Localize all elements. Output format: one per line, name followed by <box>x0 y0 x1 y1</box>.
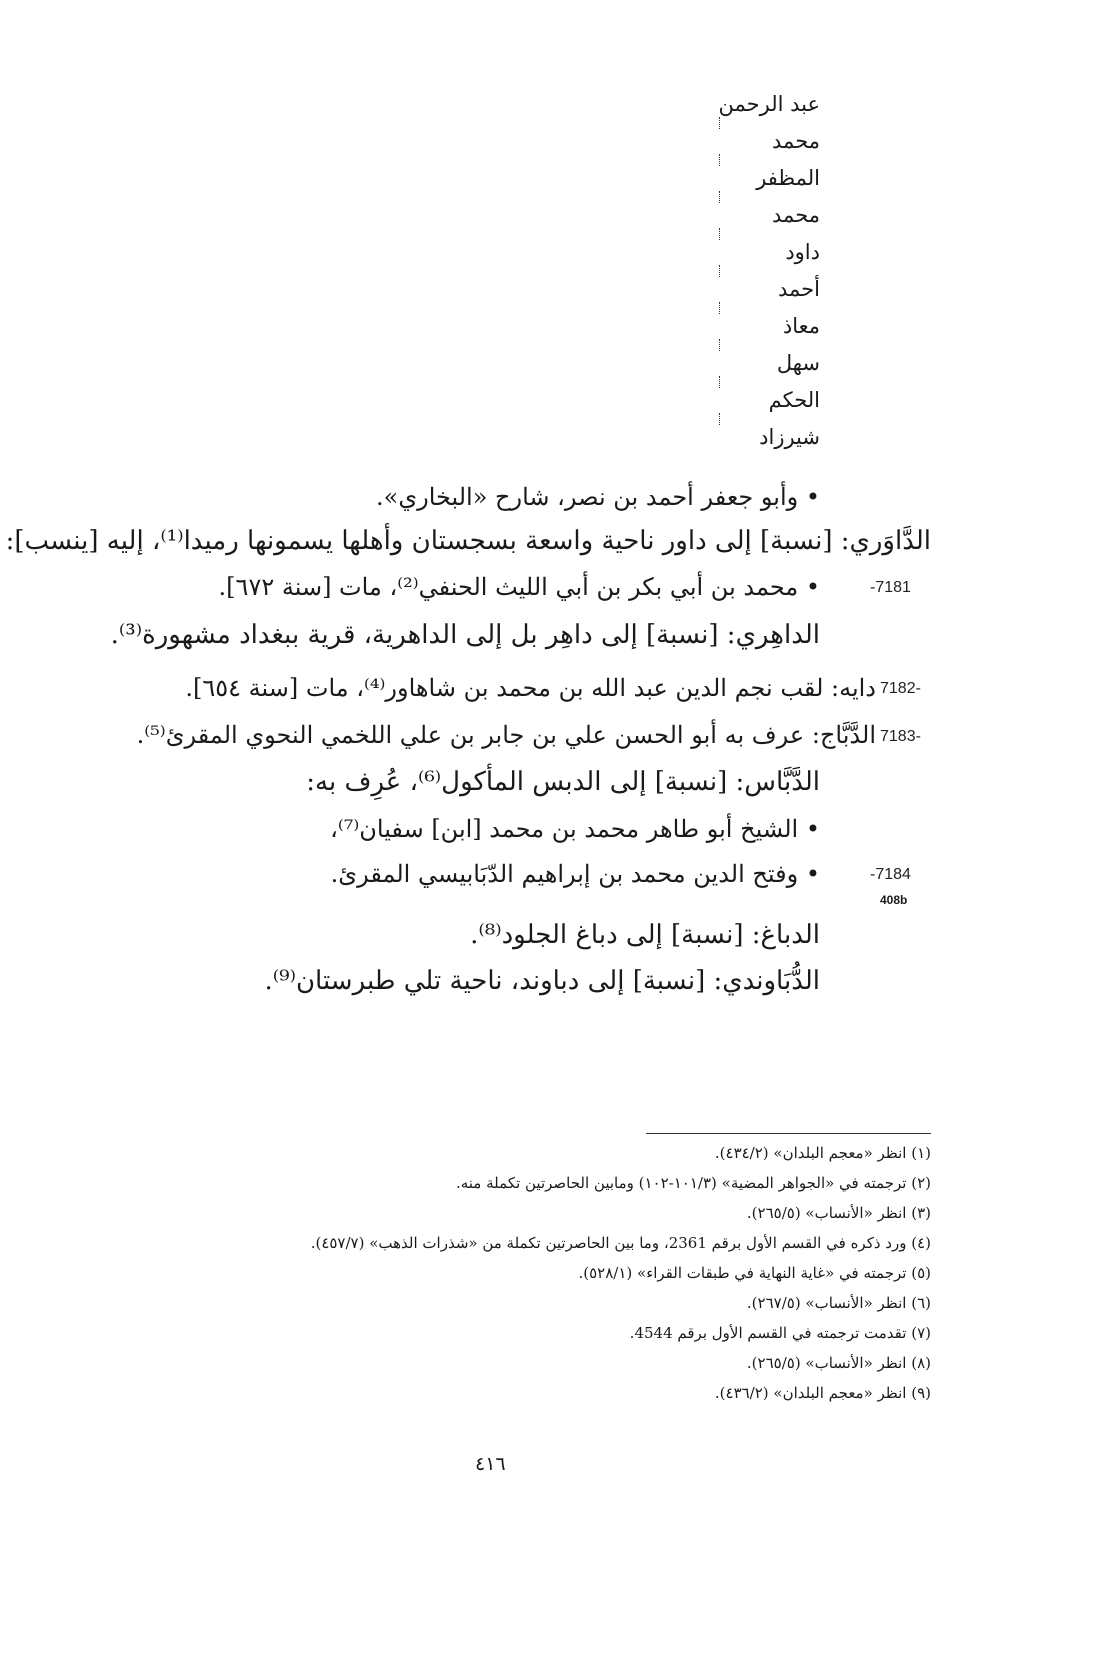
footnote: (٣) انظر «الأنساب» (٢٦٥/٥). <box>746 1204 931 1222</box>
lineage-name: عبد الرحمن <box>718 92 820 116</box>
lineage-name: الحكم <box>768 388 820 412</box>
lineage-connector <box>719 339 720 351</box>
lineage-connector <box>719 376 720 388</box>
page-number: ٤١٦ <box>475 1453 506 1475</box>
body-line: • محمد بن أبي بكر بن أبي الليث الحنفي⁽²⁾، مات [سنة ٦٧٢]. <box>218 573 820 601</box>
footnote: (٨) انظر «الأنساب» (٢٦٥/٥). <box>746 1354 931 1372</box>
lineage-connector <box>719 228 720 240</box>
section-entry: الدُّبَاوندي: [نسبة] إلى دباوند، ناحية تلي طبرستان⁽⁹⁾. <box>264 966 820 996</box>
body-line: • الشيخ أبو طاهر محمد بن محمد [ابن] سفيان⁽⁷⁾، <box>330 815 820 843</box>
lineage-connector <box>719 191 720 203</box>
lineage-name: سهل <box>776 351 820 375</box>
section-entry: الدباغ: [نسبة] إلى دباغ الجلود⁽⁸⁾. <box>470 920 820 950</box>
footnote: (٧) تقدمت ترجمته في القسم الأول برقم 4544. <box>629 1324 931 1342</box>
lineage-connector <box>719 265 720 277</box>
footnote-separator <box>646 1133 931 1134</box>
lineage-connector <box>719 117 720 129</box>
lineage-name: داود <box>785 240 820 264</box>
section-entry: الدَّاوَري: [نسبة] إلى داور ناحية واسعة بسجستان وأهلها يسمونها رميدا⁽¹⁾، إليه [ينسب]: <box>5 526 931 556</box>
lineage-name: أحمد <box>778 277 820 301</box>
section-entry: الدَّبَّاس: [نسبة] إلى الدبس المأكول⁽⁶⁾، عُرِف به: <box>306 767 820 797</box>
footnote: (٦) انظر «الأنساب» (٢٦٧/٥). <box>746 1294 931 1312</box>
footnote: (٢) ترجمته في «الجواهر المضية» (١٠١/٣-١٠٢) ومابين الحاصرتين تكملة منه. <box>455 1174 931 1192</box>
body-line: • وفتح الدين محمد بن إبراهيم الدّبَابيسي المقرئ. <box>330 860 820 888</box>
footnote: (٤) ورد ذكره في القسم الأول برقم 2361، وما بين الحاصرتين تكملة من «شذرات الذهب» (٤٥٧/٧). <box>310 1234 931 1252</box>
footnote: (١) انظر «معجم البلدان» (٤٣٤/٢). <box>714 1144 931 1162</box>
footnote: (٥) ترجمته في «غاية النهاية في طبقات القراء» (٥٢٨/١). <box>578 1264 931 1282</box>
lineage-connector <box>719 413 720 425</box>
body-line: • وأبو جعفر أحمد بن نصر، شارح «البخاري». <box>376 483 820 511</box>
footnote: (٩) انظر «معجم البلدان» (٤٣٦/٢). <box>714 1384 931 1402</box>
lineage-connector <box>719 154 720 166</box>
body-line: دايه: لقب نجم الدين عبد الله بن محمد بن شاهاور⁽⁴⁾، مات [سنة ٦٥٤]. <box>185 674 876 702</box>
lineage-chain <box>719 92 821 450</box>
entry-number: -7184 <box>870 866 911 883</box>
lineage-name: شيرزاد <box>759 425 820 449</box>
lineage-connector <box>719 302 720 314</box>
lineage-name: معاذ <box>782 314 820 338</box>
lineage-name: محمد <box>772 203 820 227</box>
section-entry: الداهِري: [نسبة] إلى داهِر بل إلى الداهرية، قرية ببغداد مشهورة⁽³⁾. <box>110 620 820 650</box>
lineage-name: المظفر <box>756 166 820 190</box>
entry-number: 7183- <box>880 728 921 745</box>
margin-reference: 408b <box>880 893 908 907</box>
entry-number: -7181 <box>870 579 911 596</box>
entry-number: 7182- <box>880 680 921 697</box>
body-line: الدَّبَّاج: عرف به أبو الحسن علي بن جابر بن علي اللخمي النحوي المقرئ⁽⁵⁾. <box>136 721 876 749</box>
lineage-name: محمد <box>772 129 820 153</box>
